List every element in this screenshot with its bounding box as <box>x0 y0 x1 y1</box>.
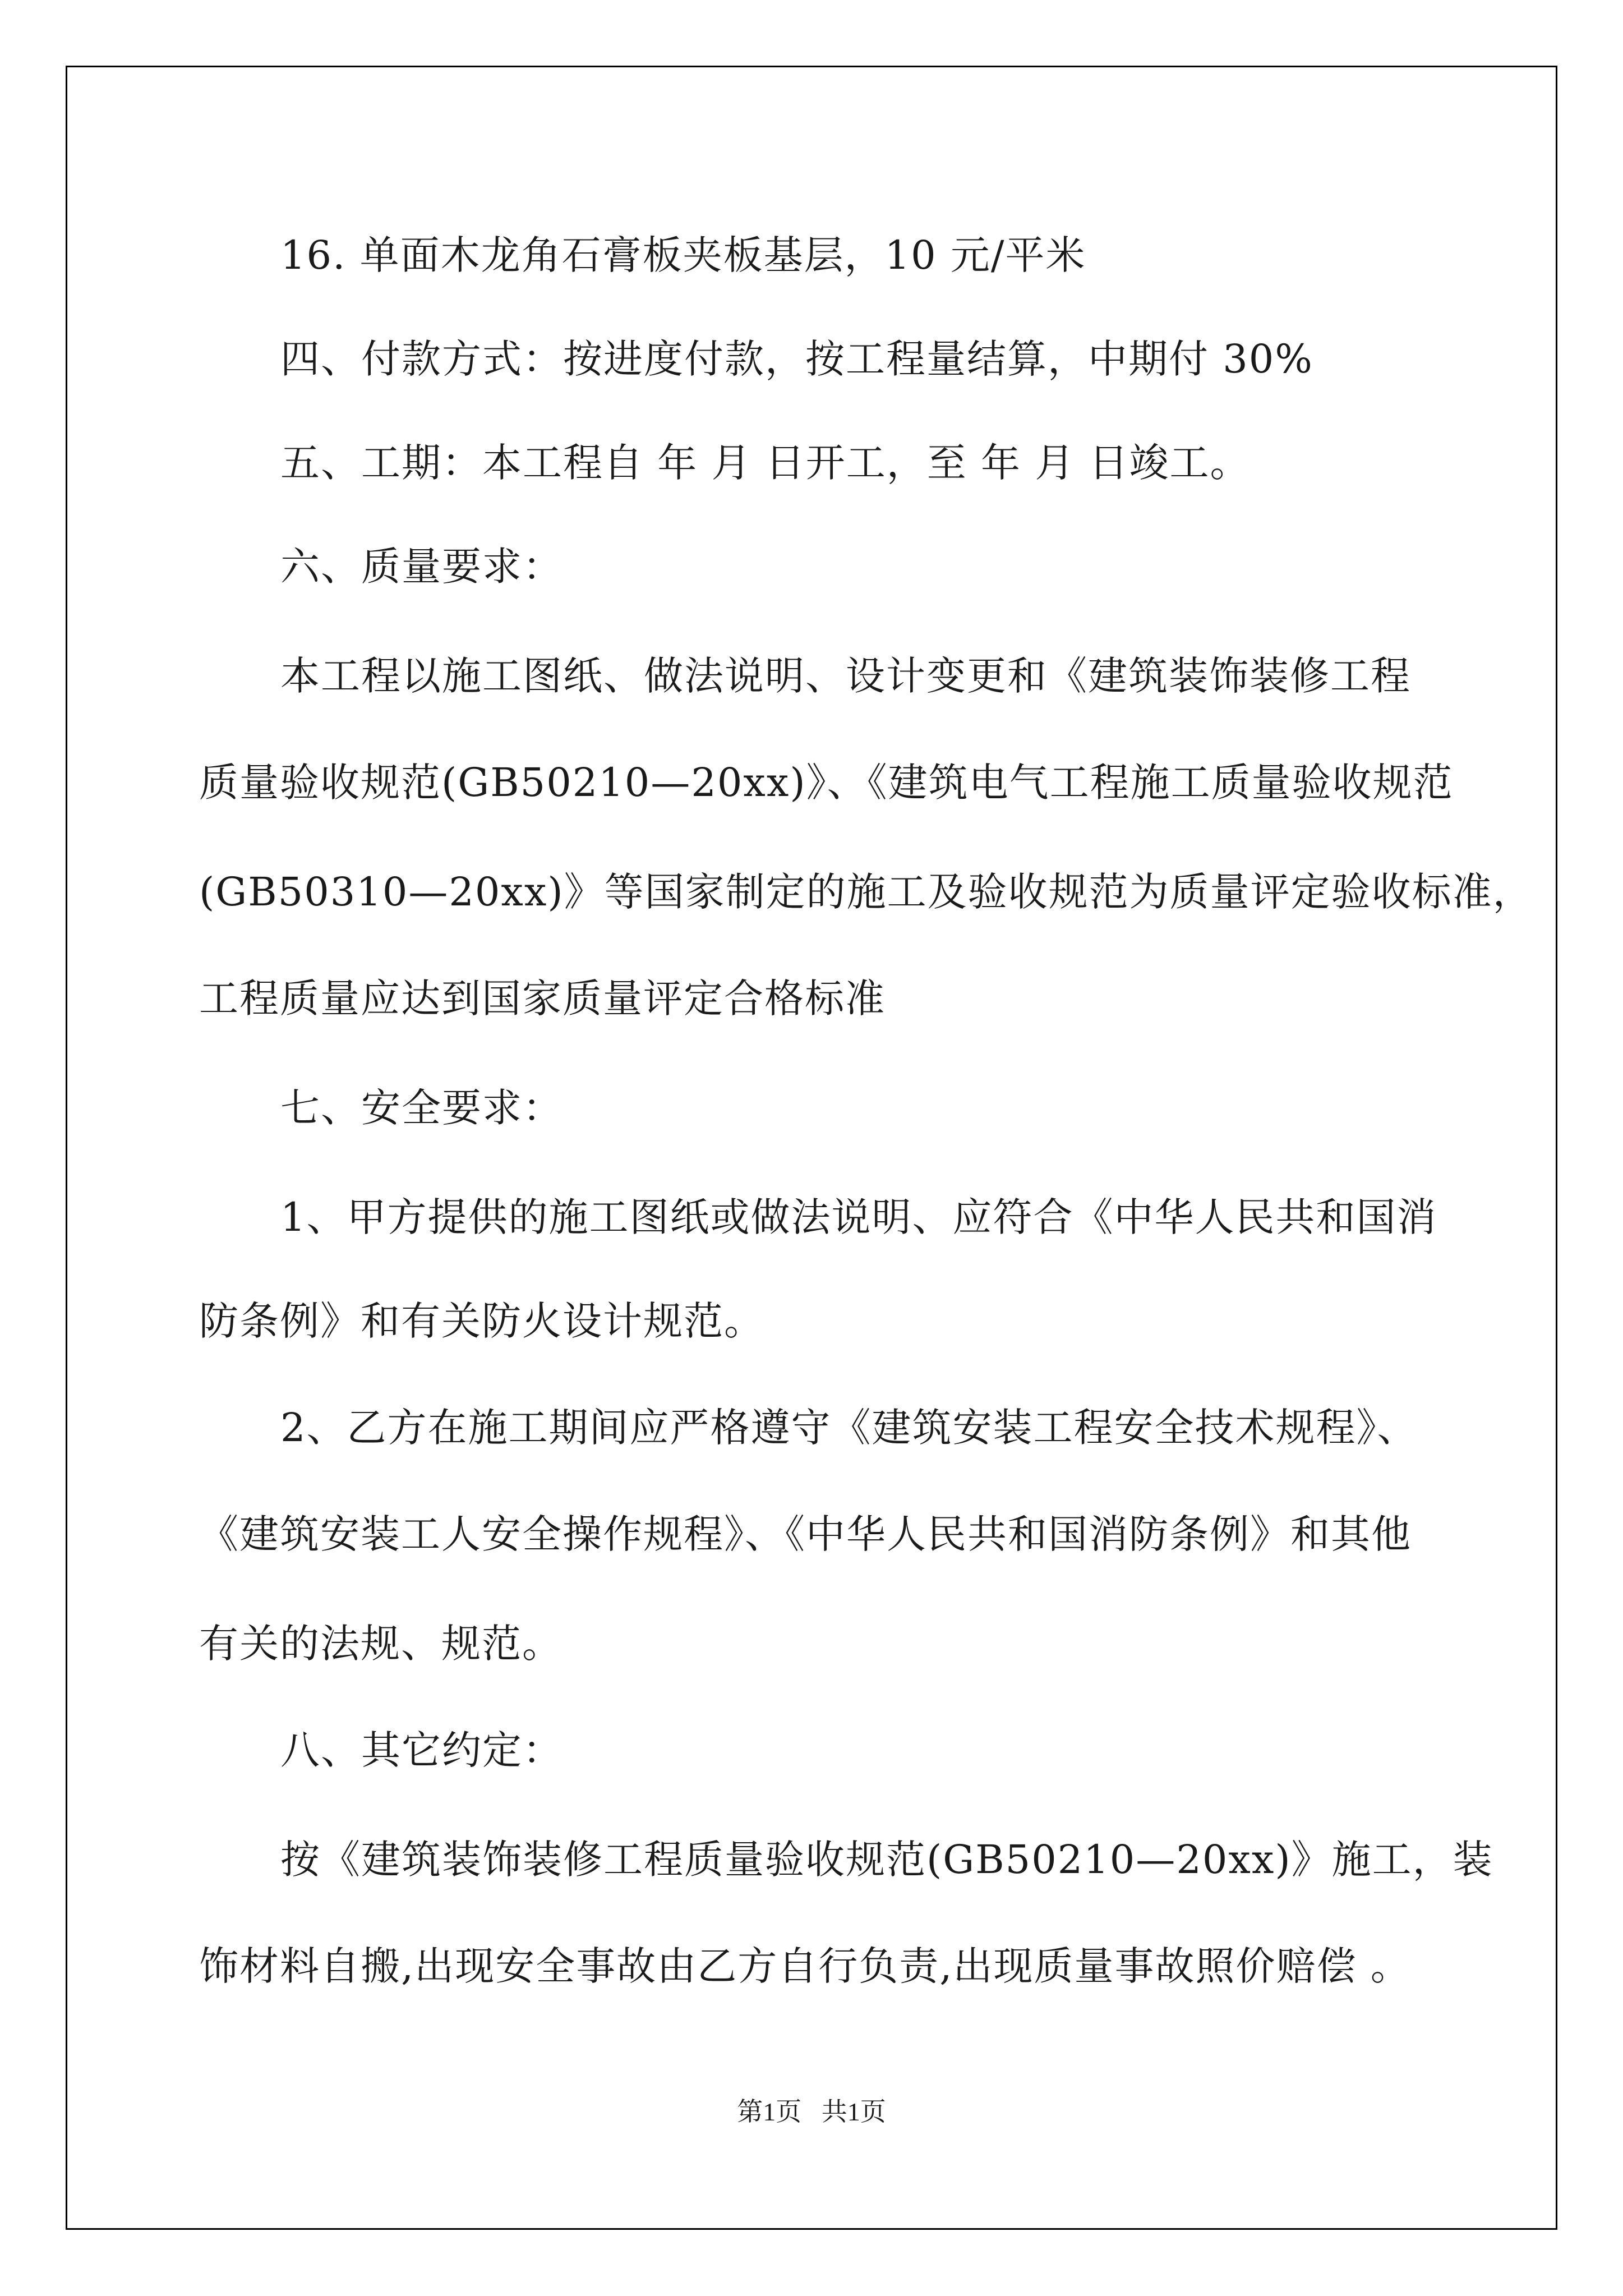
text-line-3: 五、工期：本工程自 年 月 日开工，至 年 月 日竣工。 <box>280 440 1251 486</box>
text-line-7: (GB50310—20xx)》等国家制定的施工及验收规范为质量评定验收标准， <box>199 869 1533 915</box>
text-line-2: 四、付款方式：按进度付款，按工程量结算，中期付 30% <box>280 336 1313 382</box>
text-line-4: 六、质量要求： <box>280 544 563 590</box>
text-line-1: 16. 单面木龙角石膏板夹板基层，10 元/平米 <box>280 232 1086 278</box>
text-line-5: 本工程以施工图纸、做法说明、设计变更和《建筑装饰装修工程 <box>280 653 1411 699</box>
text-line-14: 有关的法规、规范。 <box>199 1621 562 1667</box>
text-line-16: 按《建筑装饰装修工程质量验收规范(GB50210—20xx)》施工，装 <box>280 1837 1493 1883</box>
text-line-10: 1、甲方提供的施工图纸或做法说明、应符合《中华人民共和国消 <box>280 1194 1437 1240</box>
text-line-9: 七、安全要求： <box>280 1085 563 1131</box>
page-footer <box>0 2095 1623 2129</box>
page-number-total: 共1页 <box>821 2097 886 2126</box>
page-frame <box>66 66 1557 2230</box>
text-line-8: 工程质量应达到国家质量评定合格标准 <box>199 976 886 1022</box>
text-line-6: 质量验收规范(GB50210—20xx)》、《建筑电气工程施工质量验收规范 <box>199 760 1454 806</box>
text-line-13: 《建筑安装工人安全操作规程》、《中华人民共和国消防条例》和其他 <box>199 1511 1412 1557</box>
text-line-17: 饰材料自搬,出现安全事故由乙方自行负责,出现质量事故照价赔偿 。 <box>199 1943 1411 1989</box>
text-line-11: 防条例》和有关防火设计规范。 <box>199 1298 764 1344</box>
page-number-current: 第1页 <box>737 2097 802 2126</box>
text-line-12: 2、乙方在施工期间应严格遵守《建筑安装工程安全技术规程》、 <box>280 1405 1418 1451</box>
text-line-15: 八、其它约定： <box>280 1727 563 1773</box>
